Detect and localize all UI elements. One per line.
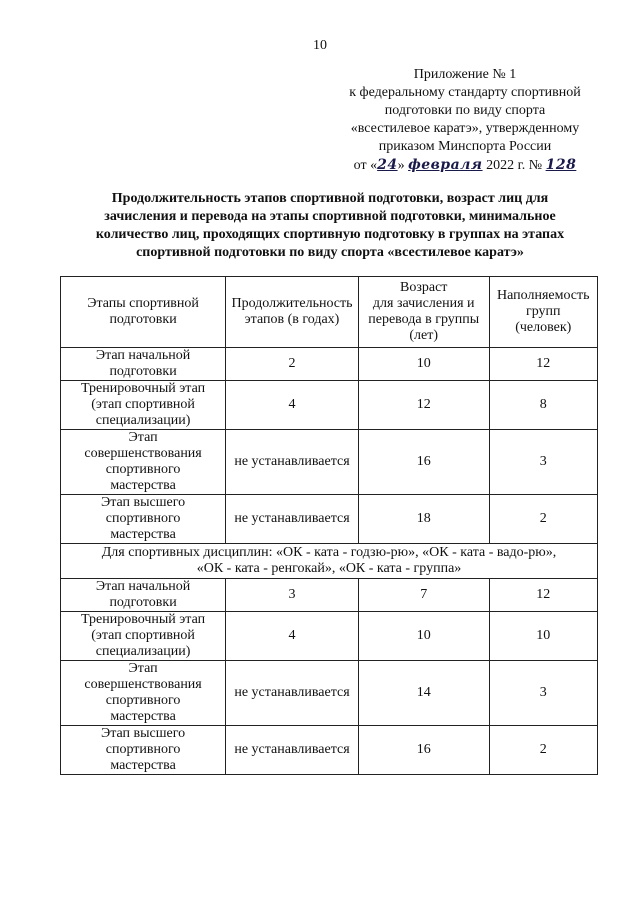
title-line: количество лиц, проходящих спортивную подготовку в группах на этапах (95, 227, 565, 242)
section-row (61, 544, 598, 579)
stage-text: совершенствования (84, 677, 202, 692)
stage-text: Этап высшего (100, 726, 186, 741)
header-text: перевода в группы (368, 312, 480, 327)
stage-text: подготовки (109, 595, 177, 610)
stage-text: мастерства (110, 709, 176, 724)
table-header-row (61, 277, 598, 348)
header-text: (лет) (409, 328, 439, 343)
stage-cell (61, 726, 226, 775)
group-size-cell: 3 (489, 661, 597, 726)
table-row (61, 612, 598, 661)
stage-text: Этап (128, 661, 158, 676)
header-text: подготовки (109, 312, 177, 327)
table-row (61, 348, 598, 381)
duration-cell: 3 (226, 579, 359, 612)
group-size-cell: 12 (489, 348, 597, 381)
page-number: 10 (313, 38, 327, 53)
header-text: (человек) (515, 320, 572, 335)
table-row (61, 430, 598, 495)
stage-cell (61, 430, 226, 495)
disciplines-note (61, 544, 598, 579)
header-group-size (489, 277, 597, 348)
stage-text: (этап спортивной (91, 628, 195, 643)
stage-cell (61, 612, 226, 661)
title-line: Продолжительность этапов спортивной подготовки, возраст лиц для (111, 191, 549, 206)
stage-text: (этап спортивной (91, 397, 195, 412)
group-size-cell: 2 (489, 495, 597, 544)
stage-text: Этап начальной (95, 579, 191, 594)
stage-cell (61, 381, 226, 430)
duration-cell: 4 (226, 612, 359, 661)
order-date-line (330, 156, 600, 175)
stage-text: Тренировочный этап (81, 381, 206, 396)
stage-text: Этап начальной (95, 348, 191, 363)
group-size-cell: 3 (489, 430, 597, 495)
header-age (358, 277, 489, 348)
stage-text: Этап (128, 430, 158, 445)
appendix-line: приказом Минспорта России (378, 139, 552, 154)
table-row (61, 579, 598, 612)
appendix-block (330, 66, 600, 175)
header-text: Возраст (400, 280, 448, 295)
stage-text: спортивного (105, 693, 181, 708)
stage-text: спортивного (105, 511, 181, 526)
title-line: зачисления и перевода на этапы спортивной подготовки, минимальное (104, 209, 556, 224)
table-row (61, 726, 598, 775)
stage-text: спортивного (105, 742, 181, 757)
header-stage (61, 277, 226, 348)
age-cell: 7 (358, 579, 489, 612)
age-cell: 14 (358, 661, 489, 726)
date-prefix: от « (353, 158, 378, 173)
stage-text: мастерства (110, 478, 176, 493)
stage-text: мастерства (110, 758, 176, 773)
stage-cell (61, 579, 226, 612)
stage-text: спортивного (105, 462, 181, 477)
section-text: «ОК - ката - ренгокай», «ОК - ката - группа» (196, 561, 462, 576)
handwritten-day: 24 (377, 157, 398, 173)
appendix-line: к федеральному стандарту спортивной (349, 85, 581, 100)
section-text: Для спортивных дисциплин: «ОК - ката - годзю-рю», «ОК - ката - вадо-рю», (101, 545, 557, 560)
age-cell: 18 (358, 495, 489, 544)
header-text: для зачисления и (372, 296, 475, 311)
stage-text: совершенствования (84, 446, 202, 461)
stage-text: подготовки (109, 364, 177, 379)
header-text: Этапы спортивной (87, 296, 199, 311)
appendix-line: Приложение № 1 (413, 67, 517, 82)
duration-cell: не устанавливается (226, 495, 359, 544)
stage-text: мастерства (110, 527, 176, 542)
stage-text: специализации) (95, 413, 191, 428)
appendix-line: «всестилевое каратэ», утвержденному (350, 121, 580, 136)
stages-table (60, 276, 598, 775)
group-size-cell: 2 (489, 726, 597, 775)
document-title (70, 190, 590, 262)
age-cell: 12 (358, 381, 489, 430)
table-row (61, 381, 598, 430)
stage-cell (61, 348, 226, 381)
date-year: 2022 г. № (482, 158, 546, 173)
handwritten-order-number: 128 (545, 157, 577, 173)
group-size-cell: 12 (489, 579, 597, 612)
appendix-line: подготовки по виду спорта (384, 103, 546, 118)
header-text: этапов (в годах) (244, 312, 340, 327)
duration-cell: не устанавливается (226, 726, 359, 775)
date-mid: » (397, 158, 409, 173)
header-text: групп (526, 304, 561, 319)
table-row (61, 661, 598, 726)
stage-text: Этап высшего (100, 495, 186, 510)
handwritten-month: февраля (408, 157, 483, 173)
stage-cell (61, 495, 226, 544)
stage-text: Тренировочный этап (81, 612, 206, 627)
header-text: Наполняемость (497, 288, 590, 303)
group-size-cell: 8 (489, 381, 597, 430)
age-cell: 16 (358, 430, 489, 495)
header-duration (226, 277, 359, 348)
duration-cell: 2 (226, 348, 359, 381)
age-cell: 16 (358, 726, 489, 775)
header-text: Продолжительность (231, 296, 353, 311)
group-size-cell: 10 (489, 612, 597, 661)
stage-cell (61, 661, 226, 726)
table-row (61, 495, 598, 544)
duration-cell: не устанавливается (226, 430, 359, 495)
duration-cell: не устанавливается (226, 661, 359, 726)
stage-text: специализации) (95, 644, 191, 659)
title-line: спортивной подготовки по виду спорта «всестилевое каратэ» (136, 245, 524, 260)
duration-cell: 4 (226, 381, 359, 430)
age-cell: 10 (358, 348, 489, 381)
age-cell: 10 (358, 612, 489, 661)
